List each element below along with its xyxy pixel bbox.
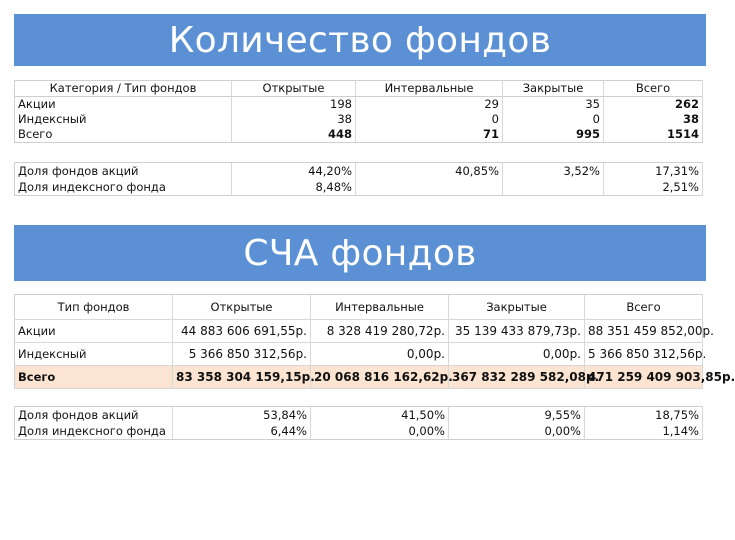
- column-header: Открытые: [173, 295, 311, 320]
- net-assets-share-table: [14, 406, 703, 440]
- cell-total: 262: [604, 97, 703, 113]
- cell-interval: 8 328 419 280,72р.: [311, 320, 449, 343]
- cell-closed: 9,55%: [449, 407, 585, 424]
- cell-total: 2,51%: [604, 179, 703, 196]
- column-header: Всего: [604, 81, 703, 97]
- title-banner-net-assets: [14, 225, 706, 281]
- cell-closed: 35 139 433 879,73р.: [449, 320, 585, 343]
- cell-open: 44,20%: [232, 163, 356, 180]
- row-label: Акции: [15, 97, 232, 113]
- table-row: [15, 97, 703, 113]
- title-banner-fund-count: [14, 14, 706, 66]
- table-header-row: [15, 295, 703, 320]
- table-row: [15, 343, 703, 366]
- cell-interval: 0: [356, 112, 503, 127]
- fund-count-table: [14, 80, 703, 143]
- cell-total: 88 351 459 852,00р.: [585, 320, 703, 343]
- row-label: Акции: [15, 320, 173, 343]
- cell-total: 18,75%: [585, 407, 703, 424]
- row-label: Доля фондов акций: [15, 163, 232, 180]
- cell-interval: 40,85%: [356, 163, 503, 180]
- row-label: Доля фондов акций: [15, 407, 173, 424]
- cell-interval: [356, 179, 503, 196]
- table-row: [15, 320, 703, 343]
- column-header: Интервальные: [311, 295, 449, 320]
- table-row: [15, 163, 703, 180]
- cell-open: 83 358 304 159,15р.: [173, 366, 311, 389]
- row-label: Индексный: [15, 343, 173, 366]
- table-row: [15, 112, 703, 127]
- cell-total: 38: [604, 112, 703, 127]
- cell-open: 8,48%: [232, 179, 356, 196]
- cell-closed: 3,52%: [503, 163, 604, 180]
- row-label: Индексный: [15, 112, 232, 127]
- cell-open: 6,44%: [173, 423, 311, 440]
- cell-open: 38: [232, 112, 356, 127]
- cell-total: 17,31%: [604, 163, 703, 180]
- cell-open: 53,84%: [173, 407, 311, 424]
- cell-open: 5 366 850 312,56р.: [173, 343, 311, 366]
- fund-count-share-table: [14, 162, 703, 196]
- table-row: [15, 423, 703, 440]
- cell-closed: [503, 179, 604, 196]
- cell-total: 1,14%: [585, 423, 703, 440]
- cell-total: 1514: [604, 127, 703, 143]
- row-label: Всего: [15, 127, 232, 143]
- table-row: [15, 407, 703, 424]
- row-label: Доля индексного фонда: [15, 179, 232, 196]
- cell-interval: 29: [356, 97, 503, 113]
- section-title: Количество фондов: [168, 19, 552, 61]
- column-header: Интервальные: [356, 81, 503, 97]
- cell-interval: 41,50%: [311, 407, 449, 424]
- cell-interval: 0,00%: [311, 423, 449, 440]
- column-header: Категория / Тип фондов: [15, 81, 232, 97]
- column-header: Закрытые: [449, 295, 585, 320]
- cell-interval: 0,00р.: [311, 343, 449, 366]
- cell-closed: 35: [503, 97, 604, 113]
- cell-interval: 71: [356, 127, 503, 143]
- cell-open: 198: [232, 97, 356, 113]
- cell-closed: 995: [503, 127, 604, 143]
- cell-closed: 0: [503, 112, 604, 127]
- section-title: СЧА фондов: [243, 232, 477, 274]
- table-row-total: [15, 127, 703, 143]
- column-header: Всего: [585, 295, 703, 320]
- table-row-total: [15, 366, 703, 389]
- cell-open: 44 883 606 691,55р.: [173, 320, 311, 343]
- column-header: Закрытые: [503, 81, 604, 97]
- table-row: [15, 179, 703, 196]
- cell-closed: 0,00р.: [449, 343, 585, 366]
- cell-closed: 367 832 289 582,08р.: [449, 366, 585, 389]
- row-label: Доля индексного фонда: [15, 423, 173, 440]
- net-assets-table: [14, 294, 735, 389]
- column-header: Открытые: [232, 81, 356, 97]
- cell-open: 448: [232, 127, 356, 143]
- cell-total: 5 366 850 312,56р.: [585, 343, 703, 366]
- cell-closed: 0,00%: [449, 423, 585, 440]
- cell-interval: 20 068 816 162,62р.: [311, 366, 449, 389]
- table-header-row: [15, 81, 703, 97]
- row-label: Всего: [15, 366, 173, 389]
- cell-total: 471 259 409 903,85р.: [585, 366, 703, 389]
- column-header: Тип фондов: [15, 295, 173, 320]
